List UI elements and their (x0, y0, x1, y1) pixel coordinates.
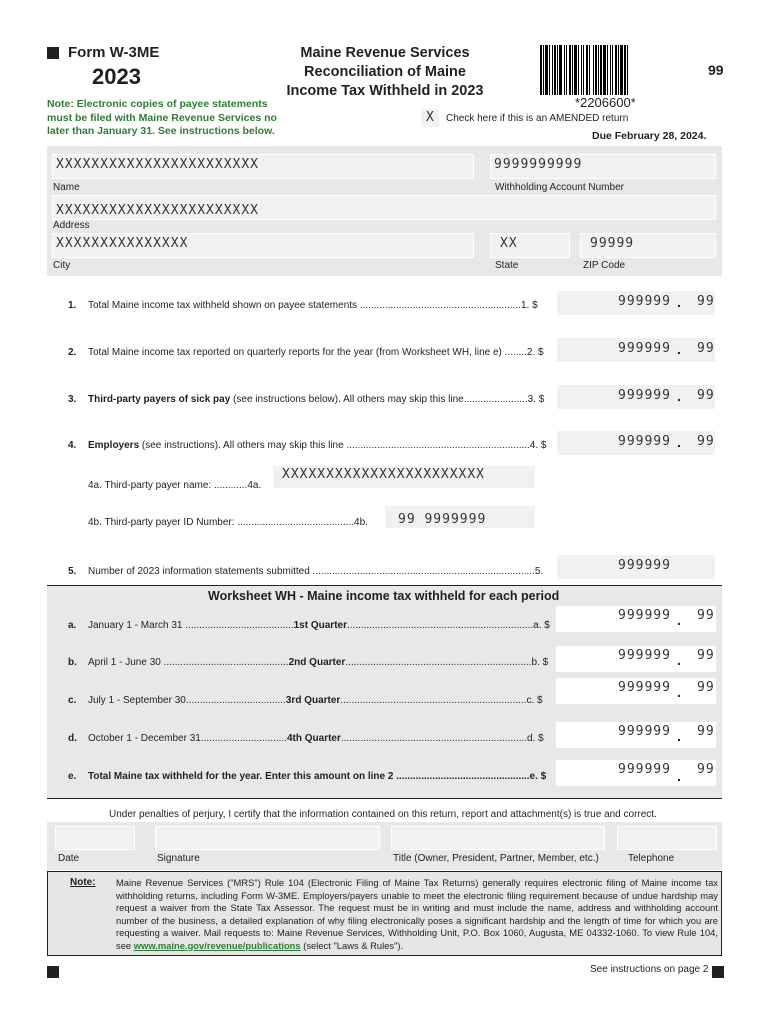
amended-checkbox-value: X (426, 110, 435, 125)
quarter-label: 2nd Quarter (288, 657, 346, 668)
line-1-dollars: 999999 (618, 294, 671, 309)
line-3-text (88, 394, 544, 405)
signature-field[interactable] (155, 826, 380, 850)
decimal-point: . (677, 434, 681, 450)
decimal-point: . (677, 684, 681, 700)
quarter-label: 1st Quarter (293, 620, 347, 631)
line-2-text: Total Maine income tax reported on quarterly reports for the year (from Worksheet WH, line e) ........2. $ (88, 347, 544, 358)
line-5-value: 999999 (618, 558, 671, 573)
barcode-number: *2206600* (575, 95, 636, 110)
worksheet-row-cents: 99 (697, 680, 715, 695)
publications-link[interactable]: www.maine.gov/revenue/publications (133, 939, 301, 951)
line-4-number: 4. (68, 440, 77, 451)
decimal-point: . (677, 728, 681, 744)
worksheet-row-cents: 99 (697, 608, 715, 623)
line-5-text: Number of 2023 information statements submitted ................................................................................5. (88, 566, 544, 577)
line-4-rest: (see instructions). All others may skip this line ..................................................................4. $ (139, 440, 547, 451)
barcode (540, 45, 688, 95)
instructions-footer: See instructions on page 2 (590, 964, 709, 975)
note-tail: (select "Laws & Rules"). (300, 939, 404, 951)
worksheet-row-letter: d. (68, 733, 77, 744)
title-line-1: Reconciliation of Maine (304, 64, 466, 80)
quarter-label: 3rd Quarter (285, 695, 341, 706)
corner-mark-icon (47, 47, 59, 59)
title-label: Title (Owner, President, Partner, Member, etc.) (393, 853, 599, 864)
corner-mark-icon (712, 966, 724, 978)
period-text: April 1 - June 30 ............................................. (88, 657, 289, 668)
decimal-point: . (677, 768, 681, 784)
line-2-cents: 99 (697, 341, 715, 356)
period-text: October 1 - December 31............................... (88, 733, 287, 744)
city-value: XXXXXXXXXXXXXXX (56, 236, 189, 251)
worksheet-row-text (88, 657, 548, 668)
line-1-number: 1. (68, 300, 77, 311)
line-3-bold: Third-party payers of sick pay (88, 394, 231, 405)
period-text: January 1 - March 31 ....................................... (88, 620, 294, 631)
worksheet-e-text: Total Maine tax withheld for the year. Enter this amount on line 2 ................................................e. $ (88, 771, 547, 782)
state-value: XX (500, 236, 518, 251)
worksheet-bottom-divider (47, 798, 722, 799)
line-5-number: 5. (68, 566, 77, 577)
worksheet-row-text (88, 733, 544, 744)
worksheet-row-cents: 99 (697, 648, 715, 663)
form-title (270, 44, 500, 101)
note-text (116, 877, 718, 952)
line-4-text (88, 440, 547, 451)
line-2-dollars: 999999 (618, 341, 671, 356)
corner-mark-icon (47, 966, 59, 978)
state-label: State (495, 260, 519, 271)
row-leader: ...................................................................b. $ (345, 657, 549, 668)
zip-value: 99999 (590, 236, 635, 251)
telephone-field[interactable] (617, 826, 717, 850)
row-leader: ...................................................................d. $ (340, 733, 544, 744)
page-code: 99 (708, 62, 724, 78)
worksheet-row-letter: c. (68, 695, 77, 706)
name-value: XXXXXXXXXXXXXXXXXXXXXXX (56, 157, 260, 172)
signature-label: Signature (157, 853, 200, 864)
withholding-account-label: Withholding Account Number (495, 182, 624, 193)
form-year: 2023 (92, 64, 141, 89)
worksheet-row-text (88, 695, 543, 706)
decimal-point: . (677, 652, 681, 668)
perjury-statement: Under penalties of perjury, I certify that the information contained on this return, report and attachment(s) is true and correct. (109, 809, 657, 820)
line-3-cents: 99 (697, 388, 715, 403)
line-4a-text: 4a. Third-party payer name: ............4a. (88, 480, 262, 491)
line-3-rest: (see instructions below). All others may skip this line.......................3. $ (230, 394, 545, 405)
line-4-dollars: 999999 (618, 434, 671, 449)
agency-name: Maine Revenue Services (300, 45, 470, 61)
zip-label: ZIP Code (583, 260, 626, 271)
decimal-point: . (677, 388, 681, 404)
line-4a-value: XXXXXXXXXXXXXXXXXXXXXXX (282, 467, 486, 482)
decimal-point: . (677, 294, 681, 310)
form-name: Form W-3ME (68, 44, 160, 61)
worksheet-row-dollars: 999999 (618, 648, 671, 663)
worksheet-row-letter: a. (68, 620, 77, 631)
worksheet-row-letter: b. (68, 657, 77, 668)
line-3-dollars: 999999 (618, 388, 671, 403)
line-4-cents: 99 (697, 434, 715, 449)
date-field[interactable] (55, 826, 135, 850)
worksheet-title: Worksheet WH - Maine income tax withheld for each period (208, 589, 560, 603)
row-leader: ...................................................................a. $ (346, 620, 550, 631)
address-label: Address (53, 220, 90, 231)
worksheet-e-letter: e. (68, 771, 77, 782)
line-4b-value: 99 9999999 (398, 512, 487, 527)
line-4-bold: Employers (88, 440, 140, 451)
decimal-point: . (677, 612, 681, 628)
worksheet-e-dollars: 999999 (618, 762, 671, 777)
period-text: July 1 - September 30.................................... (88, 695, 286, 706)
line-4b-text: 4b. Third-party payer ID Number: ..........................................4b. (88, 517, 368, 528)
worksheet-row-text (88, 620, 550, 631)
withholding-account-value: 9999999999 (494, 157, 583, 172)
barcode-bar (628, 45, 629, 95)
worksheet-row-dollars: 999999 (618, 608, 671, 623)
date-label: Date (58, 853, 80, 864)
city-label: City (53, 260, 71, 271)
title-field[interactable] (391, 826, 605, 850)
quarter-label: 4th Quarter (286, 733, 341, 744)
amended-label: Check here if this is an AMENDED return (446, 113, 629, 124)
line-1-cents: 99 (697, 294, 715, 309)
worksheet-e-cents: 99 (697, 762, 715, 777)
efile-note: Note: Electronic copies of payee statements must be filed with Maine Revenue Services no later than January 31. See instructions below. (47, 98, 277, 137)
line-1-text: Total Maine income tax withheld shown on payee statements ..........................................................1. $ (88, 300, 538, 311)
worksheet-row-dollars: 999999 (618, 724, 671, 739)
name-label: Name (53, 182, 80, 193)
worksheet-row-cents: 99 (697, 724, 715, 739)
telephone-label: Telephone (628, 853, 675, 864)
decimal-point: . (677, 341, 681, 357)
worksheet-row-dollars: 999999 (618, 680, 671, 695)
note-label: Note: (70, 877, 96, 888)
due-date: Due February 28, 2024. (592, 130, 707, 142)
note-body: Maine Revenue Services ("MRS") Rule 104 (Electronic Filing of Maine Tax Returns) generally requires electronic filing of Maine income tax withholding returns, including Form W-3ME. Employers/payers unable to meet the electronic filing requirement because of undue hardship may request a waiver from the State Tax Assessor. The request must be in writing and must include the name, address and withholding account number of the business, a detailed explanation of why filing electronically poses a significant hardship and the length of time for which you are requesting a waiver. Mail requests to: Maine Revenue Services, Withholding Unit, P.O. Box 1060, Augusta, ME 04332-1060. To view Rule 104, see (116, 877, 718, 951)
address-value: XXXXXXXXXXXXXXXXXXXXXXX (56, 203, 260, 218)
line-2-number: 2. (68, 347, 77, 358)
title-line-2: Income Tax Withheld in 2023 (286, 83, 484, 99)
line-3-number: 3. (68, 394, 77, 405)
row-leader: ...................................................................c. $ (340, 695, 543, 706)
